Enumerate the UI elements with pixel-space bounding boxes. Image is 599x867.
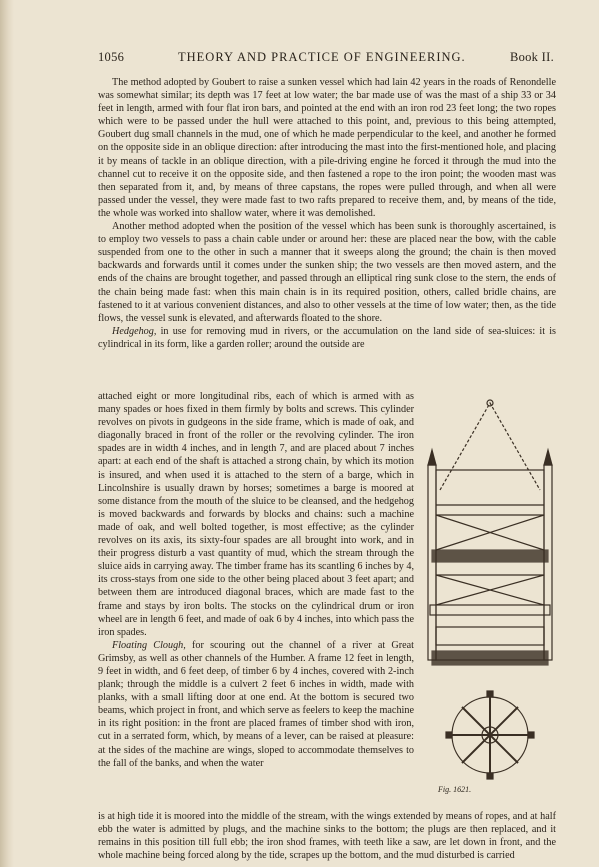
paragraph-goubert: The method adopted by Goubert to raise a sunken vessel which had lain 42 years in the roads of Renondelle was somewhat similar; its depth was 17 feet at low water; the bar made use of was the mast of a ship 33 or 34 feet in length, armed with four flat iron bars, and pointed at the end with an iron rod 23 feet long; the two ropes which were to be passed under the hull were attached to this point, and, previous to this being attempted, Goubert dug small channels in the mud, one of which he made perpendicular to the keel, and another he formed on the opposite side in an oblique direction: after introducing the mast into the first-mentioned hole, and placing it by means of tackle in an oblique direction, with a pile-driving engine he forced it through the mud into the channel cut to receive it on the opposite side, and then fastened a rope to the iron point; the wooden mast was then separated from it, and, by means of three capstans, the ropes were pulled through, and when all were passed under the vessel, they were made fast to two rafts prepared to receive them, and, by means of the tide, the whole was worked into shallow water, where it was demolished. bbox=[98, 77, 556, 219]
running-title: THEORY AND PRACTICE OF ENGINEERING. bbox=[178, 50, 466, 64]
chain-lines bbox=[440, 403, 540, 490]
text-block-bottom bbox=[98, 810, 556, 862]
paragraph-floating-clough: Floating Clough, for scouring out the channel of a river at Great Grimsby, as well as other channels of the Humber. A frame 12 feet in length, 9 feet in width, and 6 feet deep, of timber 6 by 4 inches, covered with 2-inch plank; through the middle is a culvert 2 feet 6 inches in width, made with planks, with a small lifting door at one end. At the bottom is secured two beams, which project in front, and which serve as feelers to keep the machine in its right position: in the front are placed frames of timber shod with iron, cut in a serrated form, which, by means of a lever, can be raised at pleasure: at the sides of the machine are wings, sloped to accommodate themselves to the fall of the banks, and when the water bbox=[98, 639, 414, 769]
figure-caption: Fig. 1621. bbox=[438, 785, 472, 794]
paragraph-hedgehog-body: attached eight or more longitudinal ribs, each of which is armed with as many spades or hoes fixed in them firmly by bolts and screws. This cylinder revolves on pivots in gudgeons in the side frame, which is made of oak, and diagonally braced in front of the roller or the revolving cylinder. The iron spades are in width 4 inches, and in length 7, and are placed about 7 inches apart: at each end of the shaft is attached a strong chain, by which its motion is insured, and when used it is attached to the stern of a barge, which in Lincolnshire is usually drawn by horses; sometimes a barge is moored at some distance from the mouth of the sluice to be cleansed, and the hedgehog is moved backwards and forwards by blocks and chains: such a machine made of oak, and well bolted together, is most effective; as the cylinder revolves on its axis, its sixty-four spades are all brought into work, and in their progress disturb a vast quantity of mud, which the stream through the sluice aids in carrying away. The timber frame has its scantling 6 inches by 4, its cross-stays from one side to the other being placed about 3 feet apart; and between them are introduced diagonal braces, which are made fast to the frame and stays by iron bolts. The stocks on the cylindrical drum or iron wheel are in length 6 feet, and made of oak 6 by 4 inches, into which pass the iron spades. bbox=[98, 391, 415, 638]
text-block-top bbox=[98, 76, 556, 351]
book-gutter bbox=[0, 0, 14, 867]
book-label: Book II. bbox=[509, 50, 554, 64]
paragraph-floating-clough-cont: is at high tide it is moored into the middle of the stream, with the wings extended by means of ropes, and at half ebb the water is admitted by plugs, and the machine sinks to the bottom; the plugs are then replaced, and it remains in this position till full ebb; the iron shod frames, with teeth like a saw, are let down in front, and the whole machine being forced along by the tide, scrapes up the bottom, and the mud disturbed is carried bbox=[98, 811, 556, 862]
term-floating-clough: Floating Clough, bbox=[112, 639, 186, 651]
paragraph-chain-cable: Another method adopted when the position of the vessel which has been sunk is thoroughly ascertained, is to employ two vessels to pass a chain cable under or around her: these are placed near the bow, with the cable suspended from one to the other in such a manner that it sweeps along the ground; the chain is then moved backwards and forwards until it comes under the sunken ship; the two vessels are then moved astern, and the ends of the chains are brought together, and passed through an elliptical ring sunk close to the stern, the ends of the chain being made fast: when this main chain is in its required position, others, called bridle chains, are fastened to it at various convenient distances, and also to other vessels at the time of low water; then, as the tide flows, the vessel sunk is elevated, and afterwards floated to the shore. bbox=[98, 221, 556, 324]
page-number: 1056 bbox=[98, 50, 125, 64]
term-hedgehog: Hedgehog, bbox=[112, 325, 157, 337]
text-column bbox=[98, 390, 414, 770]
paragraph-hedgehog-intro: Hedgehog, in use for removing mud in rivers, or the accumulation on the land side of sea-sluices: it is cylindrical in its form, like a garden roller; around the outside are bbox=[98, 325, 556, 350]
running-header bbox=[98, 50, 554, 68]
hedgehog-figure bbox=[420, 395, 560, 805]
